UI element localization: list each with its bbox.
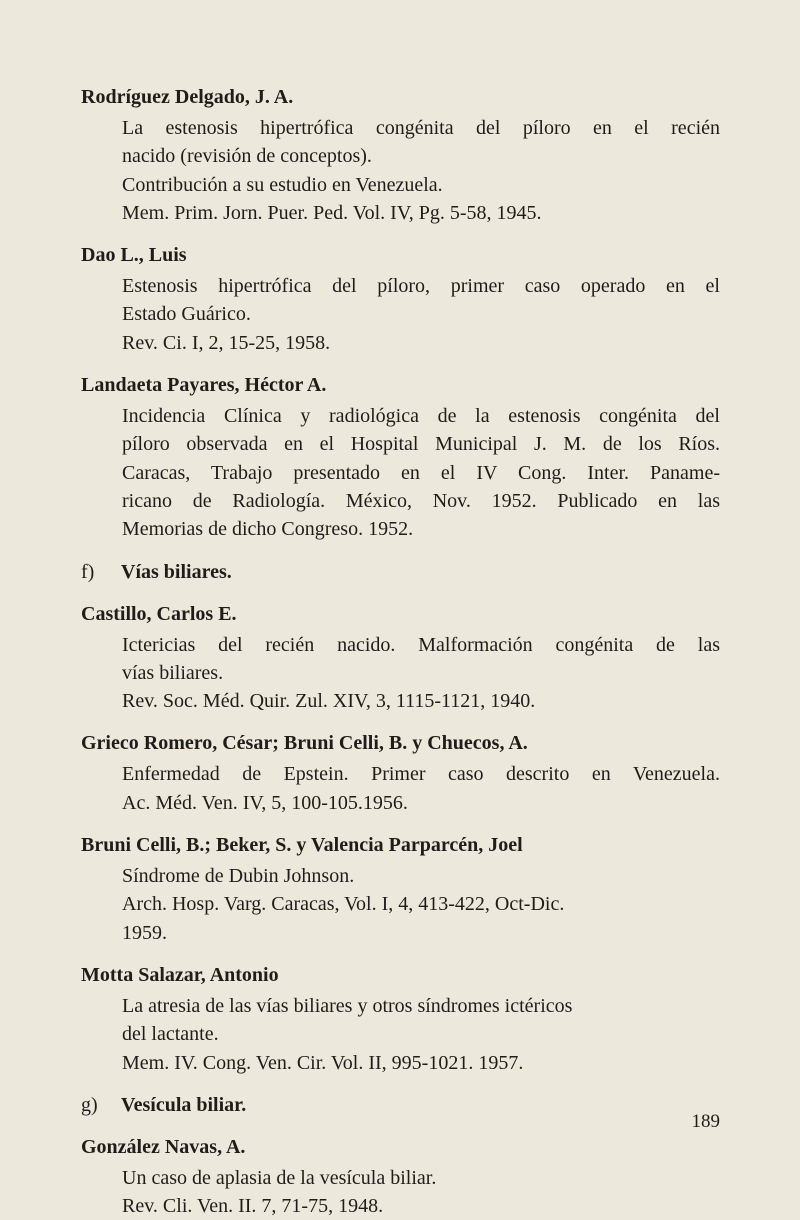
entry-line: Rev. Cli. Ven. II. 7, 71-75, 1948.	[122, 1195, 384, 1218]
entry-body	[122, 631, 720, 716]
entry-line: píloro observada en el Hospital Municipal J. M. de los Ríos.	[122, 433, 720, 456]
entry-author: Castillo, Carlos E.	[81, 602, 237, 625]
bibliography-entry	[81, 1133, 720, 1220]
bibliography-entry	[81, 961, 720, 1077]
entry-author: Motta Salazar, Antonio	[81, 963, 279, 986]
entry-author: Bruni Celli, B.; Beker, S. y Valencia Parparcén, Joel	[81, 834, 523, 857]
entry-line: nacido (revisión de conceptos).	[122, 145, 372, 168]
entry-author: Grieco Romero, César; Bruni Celli, B. y Chuecos, A.	[81, 732, 528, 755]
entry-line: Síndrome de Dubin Johnson.	[122, 865, 355, 888]
entry-body	[122, 402, 720, 543]
entry-line: Estado Guárico.	[122, 303, 251, 326]
entry-line: Rev. Soc. Méd. Quir. Zul. XIV, 3, 1115-1121, 1940.	[122, 690, 536, 713]
entry-line: Ac. Méd. Ven. IV, 5, 100-105.1956.	[122, 791, 408, 814]
entry-line: Memorias de dicho Congreso. 1952.	[122, 518, 414, 541]
section-letter: g)	[81, 1093, 98, 1116]
page-number: 189	[691, 1111, 720, 1132]
entry-line: Rev. Ci. I, 2, 15-25, 1958.	[122, 331, 331, 354]
section-heading	[81, 558, 720, 586]
bibliography-entry	[81, 831, 720, 947]
bibliography-entry	[81, 83, 720, 227]
section-title: Vías biliares.	[121, 560, 232, 583]
entry-line: La estenosis hipertrófica congénita del píloro en el recién	[122, 117, 720, 139]
entry-body	[122, 114, 720, 227]
entry-line: Mem. IV. Cong. Ven. Cir. Vol. II, 995-1021. 1957.	[122, 1051, 524, 1074]
entry-body	[122, 992, 720, 1077]
entry-line: ricano de Radiología. México, Nov. 1952. Publicado en las	[122, 489, 720, 512]
entry-line: Incidencia Clínica y radiológica de la estenosis congénita del	[122, 405, 720, 428]
entry-author: Dao L., Luis	[81, 244, 187, 267]
entry-body	[122, 760, 720, 817]
entry-line: vías biliares.	[122, 661, 224, 684]
section-heading	[81, 1091, 720, 1119]
entry-line: Estenosis hipertrófica del píloro, primer caso operado en el	[122, 275, 720, 298]
entry-line: Caracas, Trabajo presentado en el IV Cong. Inter. Paname-	[122, 461, 720, 484]
entry-line: Arch. Hosp. Varg. Caracas, Vol. I, 4, 413-422, Oct-Dic.	[122, 893, 565, 916]
bibliography-entry	[81, 371, 720, 543]
entry-body	[122, 272, 720, 357]
entry-author: Rodríguez Delgado, J. A.	[81, 86, 294, 108]
entry-author: González Navas, A.	[81, 1135, 246, 1158]
bibliography-entry	[81, 241, 720, 357]
entry-line: La atresia de las vías biliares y otros síndromes ictéricos	[122, 994, 573, 1017]
entry-author: Landaeta Payares, Héctor A.	[81, 374, 327, 397]
entry-line: Ictericias del recién nacido. Malformación congénita de las	[122, 633, 720, 656]
entry-line: Contribución a su estudio en Venezuela.	[122, 173, 443, 196]
entry-line: 1959.	[122, 921, 167, 944]
entry-line: Enfermedad de Epstein. Primer caso descrito en Venezuela.	[122, 763, 720, 786]
section-letter: f)	[81, 560, 95, 583]
entry-line: Un caso de aplasia de la vesícula biliar.	[122, 1166, 437, 1189]
entry-line: del lactante.	[122, 1023, 219, 1046]
bibliography-entry	[81, 600, 720, 716]
section-title: Vesícula biliar.	[121, 1093, 247, 1116]
entry-body	[122, 862, 720, 947]
bibliography-entry	[81, 729, 720, 817]
entry-line: Mem. Prim. Jorn. Puer. Ped. Vol. IV, Pg. 5-58, 1945.	[122, 201, 542, 224]
entry-body	[122, 1164, 720, 1220]
